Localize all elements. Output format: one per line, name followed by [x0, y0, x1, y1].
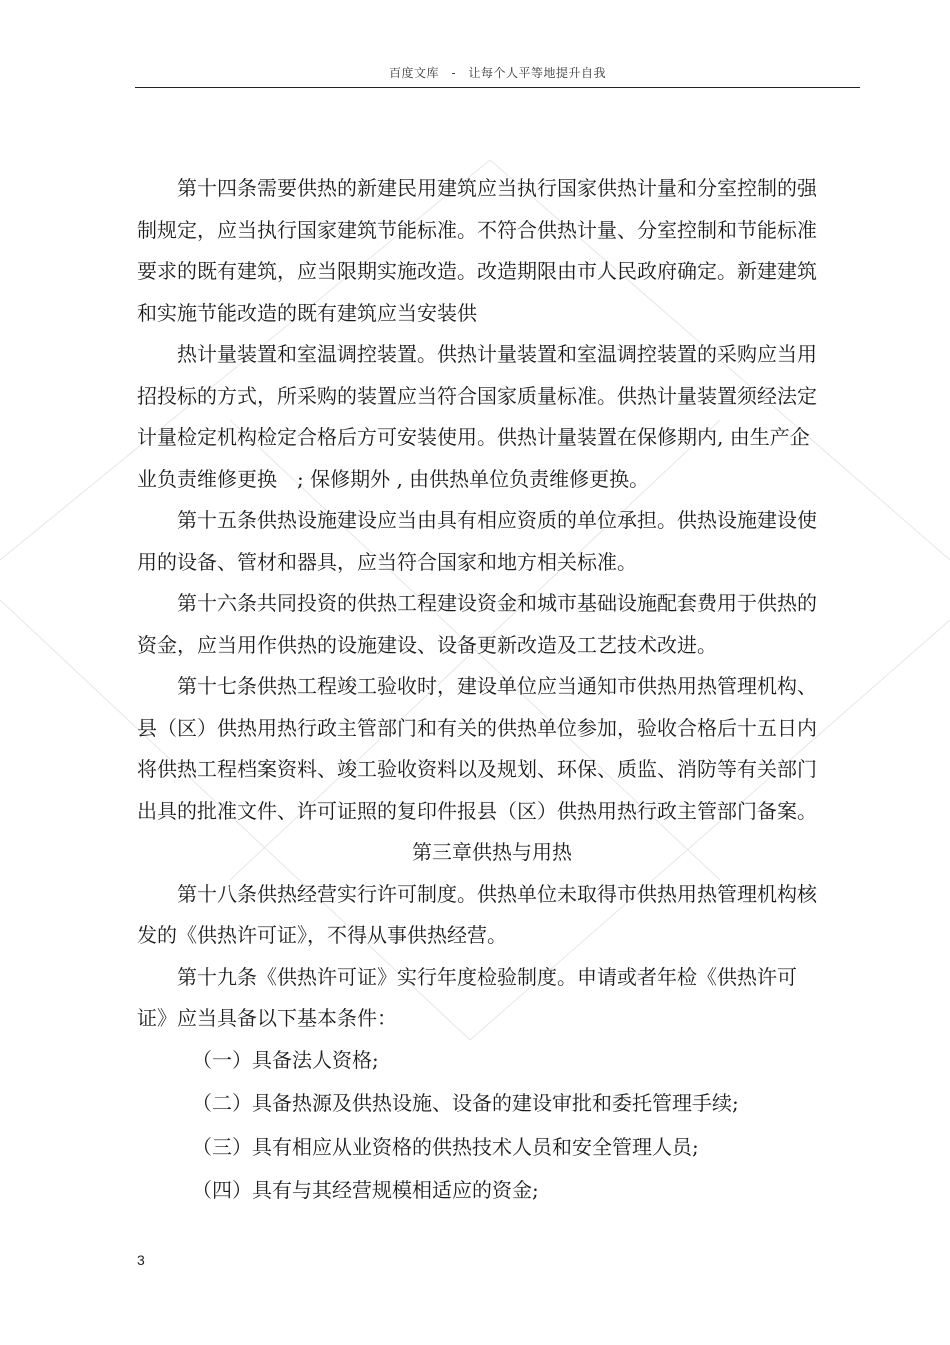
- list-item: （二）具备热源及供热设施、设备的建设审批和委托管理手续;: [192, 1091, 739, 1115]
- chapter-heading: 第三章供热与用热: [412, 840, 572, 864]
- page-number: 3: [137, 1252, 145, 1268]
- paragraph-article-14: 第十四条需要供热的新建民用建筑应当执行国家供热计量和分室控制的强制规定，应当执行国家建筑节能标准。不符合供热计量、分室控制和节能标准要求的既有建筑，应当限期实施改造。改造期限由市人民政府确定。新建建筑和实施节能改造的既有建筑应当安装供: [137, 176, 817, 325]
- list-item: （一）具备法人资格;: [192, 1047, 379, 1072]
- paragraph-article-18: 第十八条供热经营实行许可制度。供热单位未取得市供热用热管理机构核发的《供热许可证》，不得从事供热经营。: [137, 881, 817, 947]
- list-item: （三）具有相应从业资格的供热技术人员和安全管理人员;: [192, 1134, 699, 1159]
- page-header: 百度文库 - 让每个人平等地提升自我: [388, 66, 607, 80]
- paragraph-article-17: 第十七条供热工程竣工验收时，建设单位应当通知市供热用热管理机构、县（区）供热用热行政主管部门和有关的供热单位参加，验收合格后十五日内将供热工程档案资料、竣工验收资料以及规划、环保、质监、消防等有关部门出具的批准文件、许可证照的复印件报县（区）供热用热行政主管部门备案。: [137, 674, 817, 823]
- paragraph-article-15: 第十五条供热设施建设应当由具有相应资质的单位承担。供热设施建设使用的设备、管材和器具，应当符合国家和地方相关标准。: [137, 508, 817, 574]
- paragraph-article-19: 第十九条《供热许可证》实行年度检验制度。申请或者年检《供热许可证》应当具备以下基本条件：: [137, 964, 797, 1030]
- document-body: [137, 168, 817, 1214]
- header-divider: [135, 87, 860, 88]
- list-item: （四）具有与其经营规模相适应的资金;: [192, 1178, 539, 1202]
- paragraph-article-16: 第十六条共同投资的供热工程建设资金和城市基础设施配套费用于供热的资金，应当用作供热的设施建设、设备更新改造及工艺技术改进。: [137, 591, 817, 657]
- paragraph-article-14-continued: 热计量装置和室温调控装置。供热计量装置和室温调控装置的采购应当用招投标的方式，所采购的装置应当符合国家质量标准。供热计量装置须经法定计量检定机构检定合格后方可安装使用。供热计量装置在保修期内, 由生产企业负责维修更换 ; 保修期外 , 由供热单位负责维修更换。: [137, 342, 817, 491]
